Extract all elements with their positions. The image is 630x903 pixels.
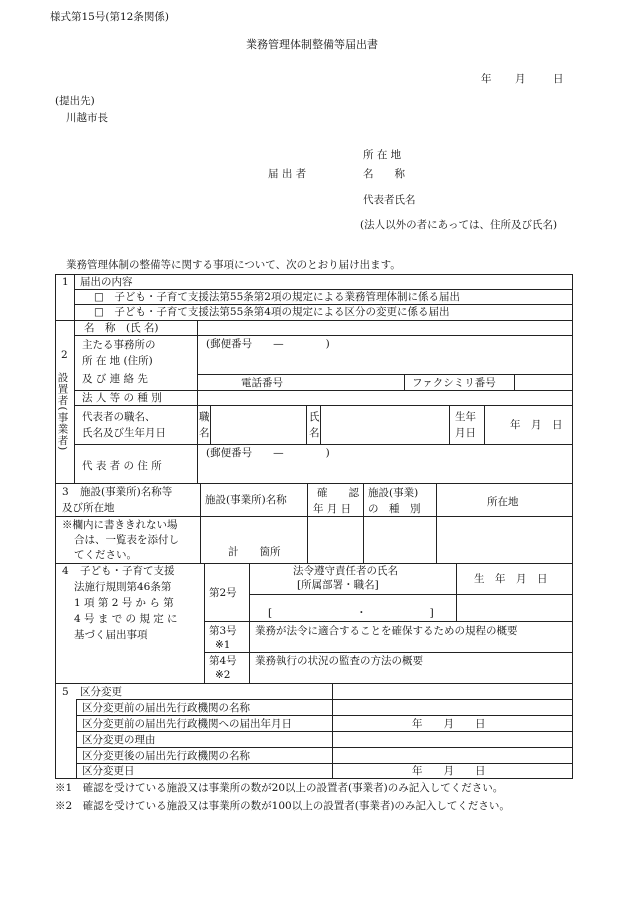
sec2-vertical-label: 設置者(事業者) <box>56 372 69 452</box>
sec4-item3-1: 第3号 <box>209 625 237 637</box>
notifier-address-label: 所 在 地 <box>363 149 402 161</box>
sec2-birth-ymd: 年 月 日 <box>510 419 563 431</box>
sec1-option-1[interactable]: □ 子ども・子育て支援法第55条第2項の規定による業務管理体制に係る届出 <box>94 291 460 303</box>
sec4-number: 4 <box>62 565 69 577</box>
sec4-line2: 法施行規則第46条第 <box>74 581 172 593</box>
addressee-label: (提出先) <box>55 95 95 107</box>
sec5-row5-date: 年 月 日 <box>412 765 486 777</box>
sec1-option-2[interactable]: □ 子ども・子育て支援法第55条第4項の規定による区分の変更に係る届出 <box>94 306 450 318</box>
sec3-total: 計 箇所 <box>228 546 281 558</box>
notifier-name-label: 名 称 <box>363 168 405 180</box>
date-month: 月 <box>515 73 526 85</box>
notifier-rep-label: 代表者氏名 <box>363 194 416 206</box>
sec4-bracket: [ ・ ] <box>268 607 434 619</box>
sec4-item4-desc: 業務執行の状況の監査の方法の概要 <box>255 655 423 667</box>
sec4-line3: 1 項 第 2 号 か ら 第 <box>74 597 174 609</box>
page-title: 業務管理体制整備等届出書 <box>246 38 378 51</box>
sec5-row3: 区分変更の理由 <box>82 734 156 746</box>
sec2-rep-line1: 代表者の職名、 <box>82 411 156 423</box>
sec3-number: 3 <box>62 486 69 498</box>
sec5-row2: 区分変更前の届出先行政機関への届出年月日 <box>82 718 292 730</box>
date-day: 日 <box>553 73 564 85</box>
sec2-postal-2: (郵便番号 — ) <box>206 447 330 459</box>
sec3-facility-name-header: 施設(事業所)名称 <box>205 494 287 506</box>
sec1-title: 届出の内容 <box>80 276 133 288</box>
sec4-line4: 4 号 ま で の 規 定 に <box>74 613 178 625</box>
sec3-type-2: の 種 別 <box>368 503 421 515</box>
sec2-office-line1: 主たる事務所の <box>82 339 156 351</box>
sec2-birth-2: 月日 <box>455 427 476 439</box>
date-year: 年 <box>481 73 492 85</box>
sec3-confirm-2: 年 月 日 <box>313 503 352 515</box>
sec4-item2: 第2号 <box>209 587 237 599</box>
notifier-label: 届 出 者 <box>268 168 307 180</box>
sec3-note2: 合は、一覧表を添付し <box>74 534 179 546</box>
sec2-shoku-1: 職 <box>199 411 210 423</box>
sec4-item3-2: ※1 <box>215 639 231 651</box>
sec2-birth-1: 生年 <box>455 411 476 423</box>
sec2-fax-label: ファクシミリ番号 <box>412 377 496 389</box>
sec5-title: 区分変更 <box>80 686 122 698</box>
sec4-birth: 生 年 月 日 <box>474 573 548 585</box>
sec2-number: 2 <box>61 349 68 361</box>
sec2-name-label: 名 称 (氏 名) <box>84 322 159 334</box>
sec4-item4-1: 第4号 <box>209 655 237 667</box>
sec3-type-1: 施設(事業) <box>368 487 419 499</box>
sec5-row1: 区分変更前の届出先行政機関の名称 <box>82 702 250 714</box>
sec2-office-line2: 所 在 地 (住所) <box>82 355 153 367</box>
sec2-office-line3: 及 び 連 絡 先 <box>82 373 148 385</box>
sec2-shi-1: 氏 <box>309 411 320 423</box>
sec2-phone-label: 電話番号 <box>241 377 283 389</box>
sec4-officer-1: 法令遵守責任者の氏名 <box>293 565 398 577</box>
sec2-postal: (郵便番号 — ) <box>206 338 330 350</box>
sec4-line1: 子ども・子育て支援 <box>80 565 175 577</box>
sec3-note1: ※欄内に書ききれない場 <box>62 519 178 531</box>
sec1-number: 1 <box>62 276 69 288</box>
footnote-2: ※2 確認を受けている施設又は事業所の数が100以上の設置者(事業者)のみ記入してください。 <box>55 800 510 812</box>
form-number: 様式第15号(第12条関係) <box>50 11 169 23</box>
footnote-1: ※1 確認を受けている施設又は事業所の数が20以上の設置者(事業者)のみ記入してください。 <box>55 782 504 794</box>
sec4-line5: 基づく届出事項 <box>74 629 148 641</box>
sec5-row4: 区分変更後の届出先行政機関の名称 <box>82 750 250 762</box>
sec2-rep-line2: 氏名及び生年月日 <box>82 427 166 439</box>
sec4-item4-2: ※2 <box>215 669 231 681</box>
sec5-number: 5 <box>62 686 69 698</box>
sec5-row2-date: 年 月 日 <box>412 718 486 730</box>
sec2-shi-2: 名 <box>309 427 320 439</box>
notifier-note: (法人以外の者にあっては、住所及び氏名) <box>360 219 558 231</box>
sec3-location-header: 所在地 <box>487 496 519 508</box>
sec4-item3-desc: 業務が法令に適合することを確保するための規程の概要 <box>255 625 518 637</box>
sec3-line1: 施設(事業所)名称等 <box>80 486 173 498</box>
sec3-note3: てください。 <box>74 549 137 561</box>
sec5-row5: 区分変更日 <box>82 765 135 777</box>
sec2-corp-type-label: 法 人 等 の 種 別 <box>82 392 162 404</box>
intro-text: 業務管理体制の整備等に関する事項について、次のとおり届け出ます。 <box>66 259 401 271</box>
sec3-line2: 及び所在地 <box>62 502 115 514</box>
sec4-officer-2: [所属部署・職名] <box>297 579 379 591</box>
sec2-rep-address-label: 代 表 者 の 住 所 <box>82 460 162 472</box>
addressee-name: 川越市長 <box>66 112 108 124</box>
sec2-shoku-2: 名 <box>199 427 210 439</box>
sec3-confirm-1: 確 認 <box>317 487 359 499</box>
